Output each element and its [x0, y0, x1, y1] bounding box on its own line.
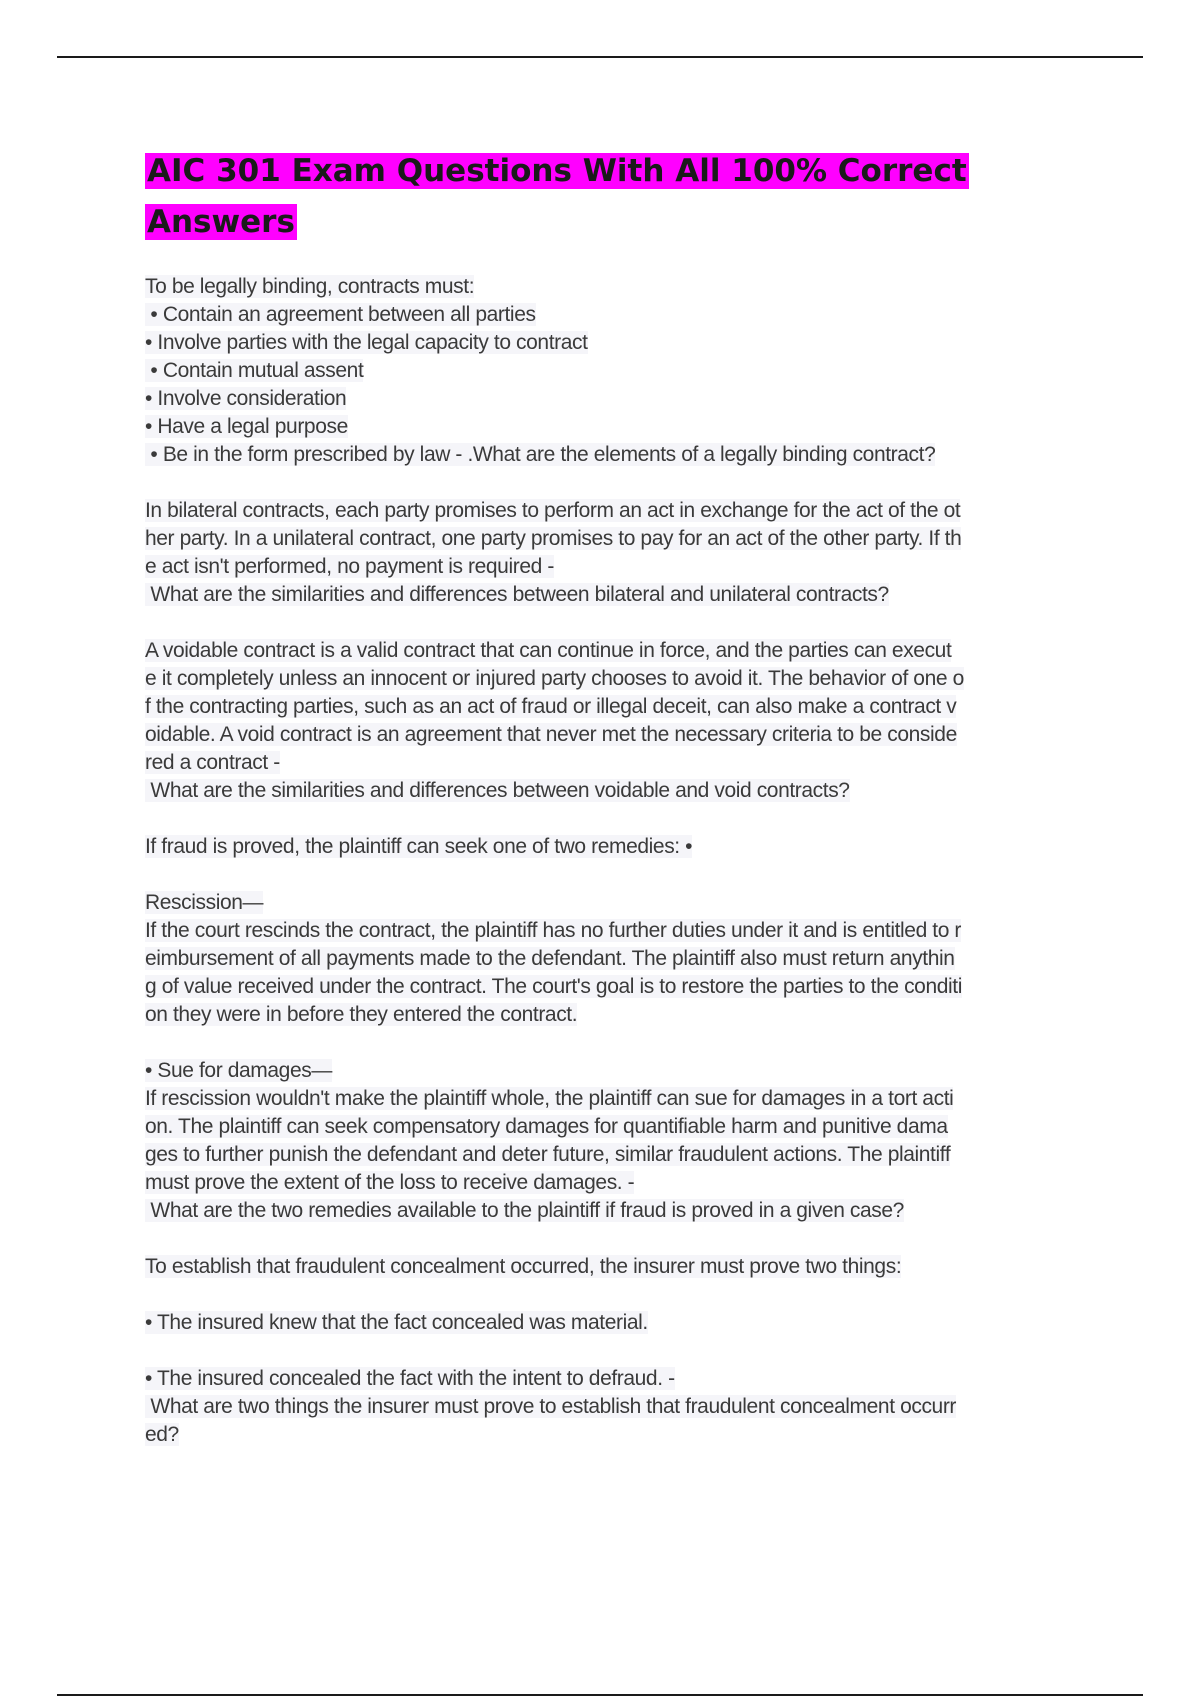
text-line-content: f the contracting parties, such as an act of fraud or illegal deceit, can also make a contract v — [145, 695, 957, 718]
text-line — [145, 329, 1085, 357]
text-line-content: oidable. A void contract is an agreement that never met the necessary criteria to be conside — [145, 723, 957, 746]
text-line — [145, 1197, 1085, 1225]
text-line — [145, 357, 1085, 385]
text-line — [145, 497, 1085, 525]
text-line — [145, 1001, 1085, 1029]
text-line-content: Rescission— — [145, 891, 264, 914]
text-line-content: on. The plaintiff can seek compensatory damages for quantifiable harm and punitive dama — [145, 1115, 948, 1138]
blank-line — [145, 1281, 1085, 1309]
text-line-content: • Sue for damages— — [145, 1059, 332, 1082]
text-line-content: What are the two remedies available to the plaintiff if fraud is proved in a given case? — [145, 1199, 904, 1222]
text-line — [145, 945, 1085, 973]
blank-line — [145, 609, 1085, 637]
text-line — [145, 1141, 1085, 1169]
text-line-content: If fraud is proved, the plaintiff can seek one of two remedies: • — [145, 835, 693, 858]
text-line — [145, 833, 1085, 861]
blank-line — [145, 861, 1085, 889]
text-line-content: • Contain an agreement between all parties — [145, 303, 536, 326]
blank-line — [145, 469, 1085, 497]
text-line — [145, 413, 1085, 441]
text-line — [145, 889, 1085, 917]
text-line — [145, 441, 1085, 469]
text-line — [145, 749, 1085, 777]
text-line — [145, 973, 1085, 1001]
text-line-content: What are two things the insurer must prove to establish that fraudulent concealment occurr — [145, 1395, 957, 1418]
text-line-content: What are the similarities and differences between voidable and void contracts? — [145, 779, 850, 802]
text-line-content: What are the similarities and differences between bilateral and unilateral contracts? — [145, 583, 889, 606]
text-line — [145, 777, 1085, 805]
text-line-content: If the court rescinds the contract, the plaintiff has no further duties under it and is entitled to r — [145, 919, 962, 942]
text-line-content: • The insured concealed the fact with the intent to defraud. - — [145, 1367, 675, 1390]
text-line-content: e act isn't performed, no payment is required - — [145, 555, 554, 578]
text-line-content: must prove the extent of the loss to receive damages. - — [145, 1171, 635, 1194]
text-line — [145, 581, 1085, 609]
blank-line — [145, 805, 1085, 833]
text-line — [145, 1309, 1085, 1337]
text-line — [145, 693, 1085, 721]
text-line — [145, 273, 1085, 301]
bottom-rule — [57, 1694, 1143, 1696]
text-line-content: • The insured knew that the fact concealed was material. — [145, 1311, 648, 1334]
text-line-content: To establish that fraudulent concealment occurred, the insurer must prove two things: — [145, 1255, 902, 1278]
text-line — [145, 1365, 1085, 1393]
text-line — [145, 721, 1085, 749]
top-rule — [57, 56, 1143, 58]
text-line-content: e it completely unless an innocent or injured party chooses to avoid it. The behavior of one o — [145, 667, 964, 690]
text-line-content: g of value received under the contract. The court's goal is to restore the parties to the conditi — [145, 975, 962, 998]
text-line — [145, 1085, 1085, 1113]
document-body — [145, 273, 1085, 1449]
text-line — [145, 1421, 1085, 1449]
text-line-content: • Involve parties with the legal capacity to contract — [145, 331, 588, 354]
blank-line — [145, 1337, 1085, 1365]
text-line-content: eimbursement of all payments made to the defendant. The plaintiff also must return anythin — [145, 947, 955, 970]
text-line — [145, 385, 1085, 413]
text-line-content: If rescission wouldn't make the plaintiff whole, the plaintiff can sue for damages in a tort acti — [145, 1087, 954, 1110]
text-line-content: on they were in before they entered the contract. — [145, 1003, 578, 1026]
title-line-2: Answers — [147, 204, 295, 240]
text-line — [145, 665, 1085, 693]
text-line-content: In bilateral contracts, each party promises to perform an act in exchange for the act of the ot — [145, 499, 961, 522]
text-line-content: ges to further punish the defendant and deter future, similar fraudulent actions. The plaintiff — [145, 1143, 951, 1166]
text-line — [145, 917, 1085, 945]
text-line — [145, 553, 1085, 581]
text-line — [145, 1057, 1085, 1085]
text-line — [145, 1113, 1085, 1141]
text-line — [145, 1253, 1085, 1281]
text-line — [145, 1393, 1085, 1421]
title-line-1: AIC 301 Exam Questions With All 100% Correct — [147, 153, 967, 189]
text-line-content: • Contain mutual assent — [145, 359, 364, 382]
text-line-content: A voidable contract is a valid contract that can continue in force, and the parties can execut — [145, 639, 952, 662]
text-line-content: her party. In a unilateral contract, one party promises to pay for an act of the other party. If th — [145, 527, 962, 550]
text-line — [145, 525, 1085, 553]
text-line-content: To be legally binding, contracts must: — [145, 275, 475, 298]
text-line — [145, 1169, 1085, 1197]
text-line — [145, 637, 1085, 665]
document-title — [145, 146, 975, 248]
text-line-content: red a contract - — [145, 751, 280, 774]
blank-line — [145, 1029, 1085, 1057]
text-line — [145, 301, 1085, 329]
text-line-content: • Have a legal purpose — [145, 415, 348, 438]
text-line-content: • Be in the form prescribed by law - .What are the elements of a legally binding contract? — [145, 443, 936, 466]
text-line-content: • Involve consideration — [145, 387, 347, 410]
blank-line — [145, 1225, 1085, 1253]
text-line-content: ed? — [145, 1423, 179, 1446]
